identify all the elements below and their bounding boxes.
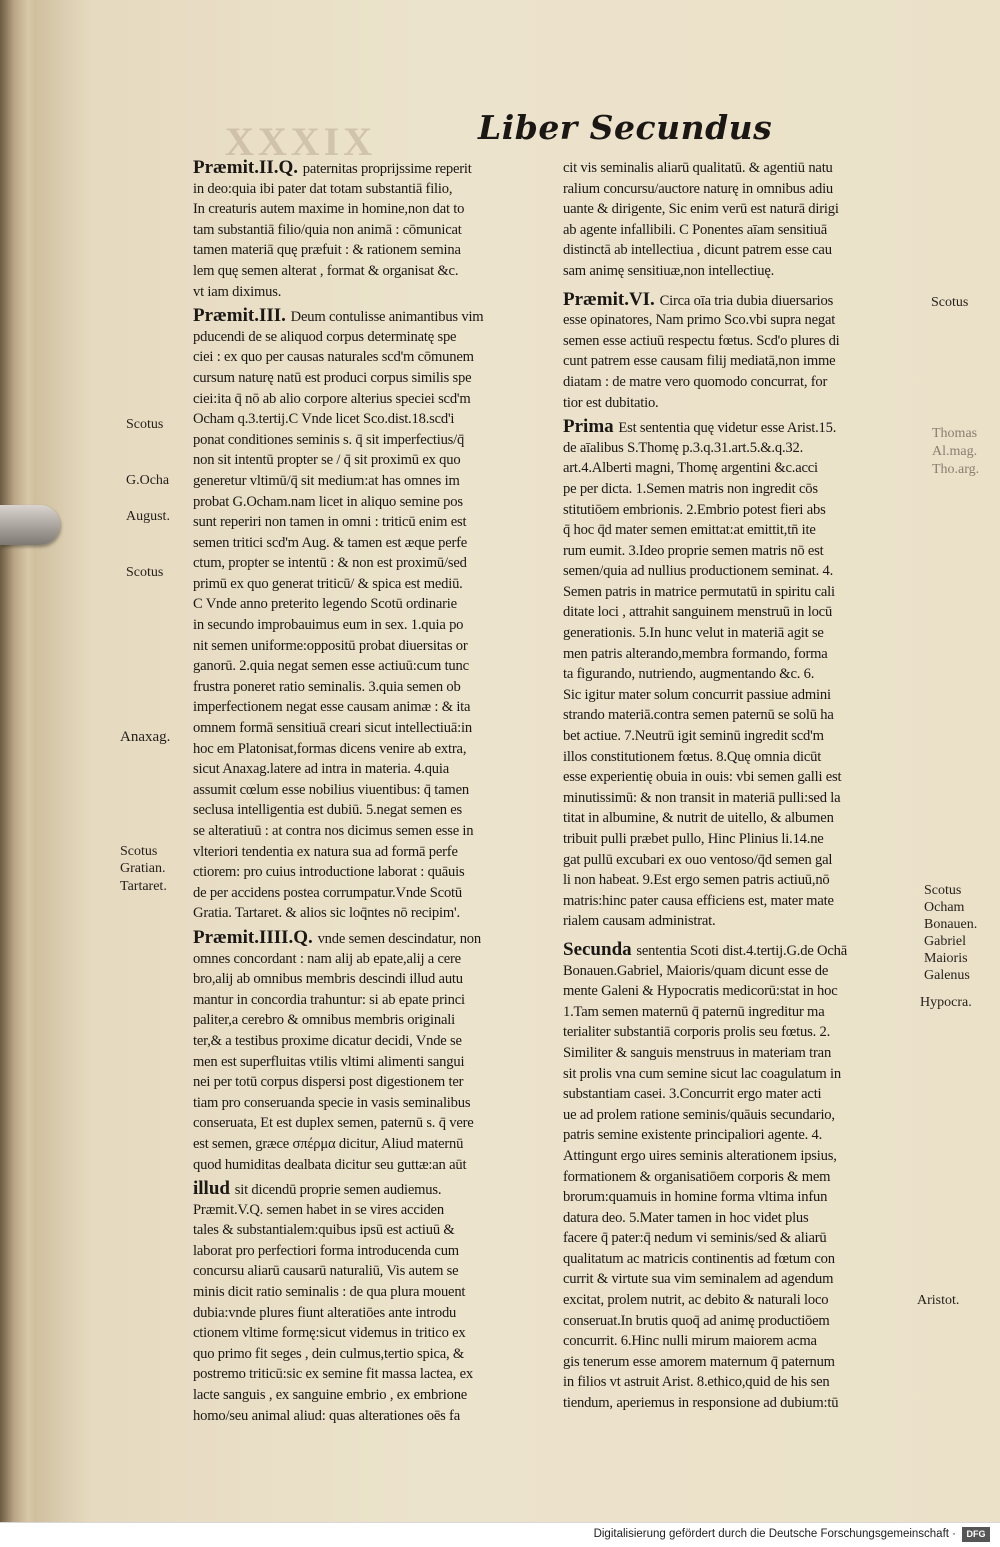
left_column-line: in deo:quia ibi pater dat totam substantiā filio, <box>193 180 453 197</box>
right_column-line: conseruat.In brutis quoq̄ ad animę productiōem <box>563 1312 830 1329</box>
right_column-line: Semen patris in matrice permutatū in spiritu cali <box>563 583 835 600</box>
left_column-line: probat G.Ocham.nam licet in aliquo semine pos <box>193 493 463 510</box>
left_column-line: ponat conditiones seminis s. q̄ sit imperfectius/q̄ <box>193 431 465 448</box>
left_column-line: concursu aliarū causarū naturaliū, Vis autem se <box>193 1263 459 1280</box>
margin-note-secunda-hypocra: Hypocra. <box>920 995 972 1010</box>
left_column-line: semen tritici scd'm Aug. & tamen est æque perfe <box>193 534 468 551</box>
running-title: Liber Secundus <box>478 108 773 147</box>
left_column-line: Præmit.V.Q. semen habet in se vires acciden <box>193 1201 444 1218</box>
left_column-line: mantur in concordia trahuntur: si ab epate princi <box>193 991 465 1008</box>
right_column-line: minutissimū: & non transit in materiā pulli:sed la <box>563 789 841 806</box>
left_column-line: bro,alij ab omnibus membris descindi illud autu <box>193 971 463 988</box>
margin-note-thoarg: Tho.arg. <box>932 462 980 477</box>
right_column-line: rialem causam administrat. <box>563 913 716 930</box>
right_column-line: tiendum, aperiemus in responsione ad dubium:tū <box>563 1395 839 1412</box>
margin-note-tartaret: Tartaret. <box>120 879 167 894</box>
right_column-line: Secunda sententia Scoti dist.4.tertij.G.de Ochā <box>563 938 848 960</box>
right_column-line: titat in albumine, & nutrit de uitello, & albumen <box>563 810 834 827</box>
right_column-line: stitutiōem embrionis. 2.Embrio potest fieri abs <box>563 501 826 518</box>
right_column-line: illos constitutionem fœtus. 8.Quę omnia dicūt <box>563 748 822 765</box>
margin-note-thomas: Thomas <box>932 426 978 441</box>
right_column-line: ue ad prolem ratione seminis/quāuis secundario, <box>563 1106 835 1123</box>
left_column-line: in secundo improbauimus eum in sex. 1.quia po <box>193 617 464 634</box>
right_column-line: formationem & organisatiōem corporis & mem <box>563 1168 831 1185</box>
right_column-line: semen/quia ad nullius productionem seminat. 4. <box>563 563 834 580</box>
right_column-line: matris:hinc pater causa efficiens est, mater mate <box>563 892 834 909</box>
right_column-line: Sic igitur mater solum concurrit passiue admini <box>563 686 831 703</box>
left_column-line: sunt reperiri non tamen in omni : triticū enim est <box>193 514 467 531</box>
margin-note-gratian: Gratian. <box>120 861 166 876</box>
right_column-line: in filios vt astruit Arist. 8.ethico,quid de his sen <box>563 1374 830 1391</box>
right_column-line: datura deo. 5.Mater tamen in hoc videt plus <box>563 1209 809 1226</box>
right_column-line: sit prolis vna cum semine sicut lac coagulatum in <box>563 1065 841 1082</box>
margin-note-almag: Al.mag. <box>932 444 978 459</box>
left_column-line: vlteriori tendentia ex natura sua ad formā perfe <box>193 843 458 860</box>
margin-note-scotus-3: Scotus <box>120 844 158 859</box>
right_column-line: Bonauen.Gabriel, Maioris/quam dicunt esse de <box>563 962 829 979</box>
right_column-line: terialiter substantiā corporis prolis seu fœtus. 2. <box>563 1024 831 1041</box>
margin-note-ocham: G.Ocha <box>126 473 170 488</box>
right-text-column <box>563 158 847 1414</box>
right_column-line: currit & virtute sua vim seminalem ad agendum <box>563 1271 834 1288</box>
margin-note-secunda-scotus: Scotus <box>924 883 962 898</box>
footer-bar <box>0 1522 1000 1547</box>
right_column-line: qualitatum ac matricis continentis ad fœtum con <box>563 1250 835 1267</box>
left_column-line: paliter,a cerebro & omnibus membris originali <box>193 1012 455 1029</box>
left_column-line: Præmit.III. Deum contulisse animantibus vim <box>193 305 484 327</box>
margin-note-secunda-galenus: Galenus <box>924 968 970 983</box>
right_column-line: esse experientię obuia in ouis: vbi semen galli est <box>563 769 842 786</box>
right_column-line: gat pullū excubari ex ouo ventoso/q̄d semen gal <box>563 851 833 868</box>
left_column-line: quod humiditas dealbata dicitur seu guttæ:an aūt <box>193 1156 467 1173</box>
right_column-line: semen esse actiuū respectu fœtus. Scd'o plures di <box>563 332 840 349</box>
book-page <box>34 0 1000 1522</box>
page-clip <box>0 505 60 545</box>
left_column-line: minis dicit ratio seminalis : de qua plura mouent <box>193 1284 466 1301</box>
right_column-line: ralium concursu/auctore naturę in omnibus adiu <box>563 180 834 197</box>
left_column-line: Præmit.IIII.Q. vnde semen descindatur, non <box>193 926 481 948</box>
left_column-line: hoc em Platonisat,formas dicens venire ab extra, <box>193 740 467 757</box>
left_column-line: de per accidens postea corrumpatur.Vnde Scotū <box>193 884 462 901</box>
margin-note-aristot: Aristot. <box>917 1293 960 1308</box>
right_column-line: generationis. 5.In hunc velut in materiā agit se <box>563 625 824 642</box>
left_column-line: frustra poneret ratio seminalis. 3.quia semen ob <box>193 678 461 695</box>
right_column-line: rum eumit. 3.Ideo proprie semen matris nō est <box>563 542 824 559</box>
left_column-line: cursum naturę natū est produci corpus similis spe <box>193 369 472 386</box>
left_column-line: omnem formā sensitiuā creari sicut intellectiuā:in <box>193 720 472 737</box>
left_column-line: In creaturis autem maxime in homine,non dat to <box>193 201 465 218</box>
left_column-line: men est superfluitas vtilis vltimi alimenti sangui <box>193 1053 465 1070</box>
left_column-line: assumit cœlum esse nobilius viuentibus: q̄ tamen <box>193 781 469 798</box>
right_column-line: tribuit pulli præbet pullo, Hinc Plinius li.14.ne <box>563 831 824 847</box>
right_column-line: patris semine existente principaliori agente. 4. <box>563 1127 823 1144</box>
dfg-logo: DFG <box>962 1527 990 1542</box>
right_column-line: excitat, prolem nutrit, ac debito & naturali loco <box>563 1292 829 1309</box>
left_column-line: ganorū. 2.quia negat semen esse actiuū:cum tunc <box>193 658 469 675</box>
margin-note-scotus-right: Scotus <box>931 295 969 310</box>
right_column-line: facere q̄ pater:q̄ nedum vi seminis/sed & aliarū <box>563 1230 827 1247</box>
right_column-line: ta figurando, nutriendo, augmentando &c. 6. <box>563 666 815 683</box>
right_column-line: brorum:quamuis in homine forma vltima infun <box>563 1189 828 1206</box>
right_column-line: Similiter & sanguis menstruus in materiam tran <box>563 1044 832 1061</box>
left_column-line: postremo triticū:sic ex semine fit massa lactea, ex <box>193 1366 473 1383</box>
left_column-line: lem quę semen alterat , format & organisat &c. <box>193 262 459 279</box>
left_column-line: nei per totū corpus dispersi post digestionem ter <box>193 1074 464 1091</box>
margin-note-secunda-ocham: Ocham <box>924 900 965 915</box>
margin-note-secunda-maioris: Maioris <box>924 951 968 966</box>
margin-note-anaxag: Anaxag. <box>120 729 171 745</box>
right_column-line: ab agente infallibili. C Ponentes aīam sensitiuā <box>563 221 827 238</box>
left_column-line: quo primo fit seges , dein culmus,tertio spica, & <box>193 1345 465 1362</box>
left_column-line: ciei : ex quo per causas naturales scd'm cōmunem <box>193 349 474 366</box>
left_column-line: conseruata, Et est duplex semen, paternū s. q̄ vere <box>193 1115 474 1132</box>
left-text-column <box>193 158 483 1426</box>
left_column-line: ciei:ita q̄ nō ab alio corpore alterius speciei scd'm <box>193 390 471 407</box>
right_column-line: art.4.Alberti magni, Thomę argentini &c.acci <box>563 460 818 477</box>
right_column-line: tior est dubitatio. <box>563 394 659 411</box>
right_column-line: ditate loci , attrahit sanguinem menstruū in locū <box>563 604 833 621</box>
left_column-line: tiam pro conseruanda specie in vasis seminalibus <box>193 1094 471 1111</box>
right_column-line: pe per dicta. 1.Semen matris non ingredit cōs <box>563 480 818 497</box>
right_column-line: uante & dirigente, Sic enim verū est naturā dirigi <box>563 201 839 218</box>
left_column-line: primū ex quo generat triticū/ & spica est mediū. <box>193 575 463 592</box>
right_column-line: distinctā ab intellectiua , dicunt patrem esse cau <box>563 242 832 259</box>
right_column-line: li non habeat. 9.Est ergo semen patris actiuū,nō <box>563 872 830 889</box>
right_column-line: substantiam casei. 3.Concurrit ergo mater acti <box>563 1086 822 1103</box>
right_column-line: esse opinatores, Nam primo Sco.vbi supra negat <box>563 312 836 329</box>
left_column-line: se alteratiuū : at contra nos dicimus semen esse in <box>193 823 474 839</box>
right_column-line: gis tenerum esse amorem maternum q̄ paternum <box>563 1353 835 1370</box>
right_column-line: mente Galeni & Hypocratis medicorū:stat in hoc <box>563 983 838 1000</box>
right_column-line: Præmit.VI. Circa oīa tria dubia diuersarios <box>563 288 834 310</box>
left_column-line: nit semen uniforme:oppositū probat diuersitas or <box>193 637 468 654</box>
left_column-line: homo/seu animal aliud: quas alterationes oēs fa <box>193 1407 460 1424</box>
right_column-line: cit vis seminalis aliarū qualitatū. & agentiū natu <box>563 160 833 176</box>
right_column-line: Attingunt ergo uires seminis alterationem ipsius, <box>563 1147 837 1164</box>
right_column-line: q̄ hoc q̄d mater semen emittat:at emittit,tn̄ ite <box>563 522 816 539</box>
left_column-line: tam substantiā filio/quia non animā : cōmunicat <box>193 221 462 238</box>
left_column-line: Præmit.II.Q. paternitas proprijssime reperit <box>193 157 472 178</box>
left_column-line: est semen, græce σπέρμα dicitur, Aliud maternū <box>193 1135 464 1152</box>
left_column-line: Ocham q.3.tertij.C Vnde licet Sco.dist.18.scd'i <box>193 411 455 428</box>
margin-note-secunda-gabriel: Gabriel <box>924 934 966 949</box>
right_column-line: cunt patrem esse causam filij mediatā,non imme <box>563 353 836 370</box>
left_column-line: ter,& a testibus proxime dicatur decidi, Vnde se <box>193 1032 462 1049</box>
left_column-line: pducendi de se aliquod corpus determinatę spe <box>193 328 457 345</box>
left_column-line: sicut Anaxag.latere ad intra in materia. 4.quia <box>193 761 450 778</box>
right_column-line: diatam : de matre vero quomodo concurrat, for <box>563 373 828 390</box>
margin-note-scotus-2: Scotus <box>126 565 164 580</box>
left_column-line: non sit intentū propter se / q̄ sit proximū ex quo <box>193 452 461 469</box>
margin-note-secunda-bonauen: Bonauen. <box>924 917 978 932</box>
right_column-line: strando materiā.contra semen paternū se solū ha <box>563 707 834 724</box>
right_column-line: concurrit. 6.Hinc nulli mirum maiorem acma <box>563 1333 817 1350</box>
left_column-line: illud sit dicendū proprie semen audiemus. <box>193 1178 442 1200</box>
folio-bleedthrough: XXXIX <box>225 119 377 164</box>
left_column-line: ctionem vltime formę:sicut videmus in tritico ex <box>193 1325 466 1342</box>
right_column-line: sam animę sensitiuæ,non intellectiuę. <box>563 262 775 279</box>
left_column-line: Gratia. Tartaret. & alios sic loq̄ntes nō recipim'. <box>193 905 460 922</box>
left_column-line: vt iam diximus. <box>193 283 282 300</box>
left_column-line: C Vnde anno preterito legendo Scotū ordinarie <box>193 596 457 613</box>
left_column-line: tales & substantialem:quibus ipsū est actiuū & <box>193 1222 455 1239</box>
left_column-line: tamen materiā quę præfuit : & rationem semina <box>193 242 461 259</box>
right_column-line: de aīalibus S.Thomę p.3.q.31.art.5.&.q.32. <box>563 439 804 456</box>
left_column-line: generetur vltimū/q̄ sit medium:at has omnes im <box>193 472 460 489</box>
right_column-line: 1.Tam semen maternū q̄ paternū ingreditur ma <box>563 1003 825 1020</box>
left_column-line: laborat pro perfectiori forma introducenda cum <box>193 1242 459 1259</box>
funding-credit: Digitalisierung gefördert durch die Deutsche Forschungsgemeinschaft · <box>593 1528 956 1540</box>
left_column-line: dubia:vnde plures fiunt alteratiōes ante introdu <box>193 1304 457 1321</box>
left_column-line: imperfectionem negat esse causam animæ : & ita <box>193 699 471 716</box>
right_column-line: men patris alterando,membra formando, forma <box>563 645 828 662</box>
margin-note-august: August. <box>126 509 170 524</box>
left_column-line: ctiorem: pro cuius introductione laborat : quāuis <box>193 864 465 881</box>
left_column-line: lacte sanguis , ex sanguine embrio , ex embrione <box>193 1387 468 1404</box>
right_column-line: Prima Est sententia quę videtur esse Arist.15. <box>563 416 837 438</box>
margin-note-scotus-1: Scotus <box>126 417 164 432</box>
left_column-line: seclusa intelligentia est dubiū. 5.negat semen es <box>193 802 463 819</box>
left_column-line: ctum, propter se intentū : & non est proximū/sed <box>193 555 467 572</box>
left_column-line: omnes concordant : nam alij ab epate,alij a cere <box>193 950 461 967</box>
right_column-line: bet actiue. 7.Neutrū igit seminū ingredit scd'm <box>563 728 824 745</box>
